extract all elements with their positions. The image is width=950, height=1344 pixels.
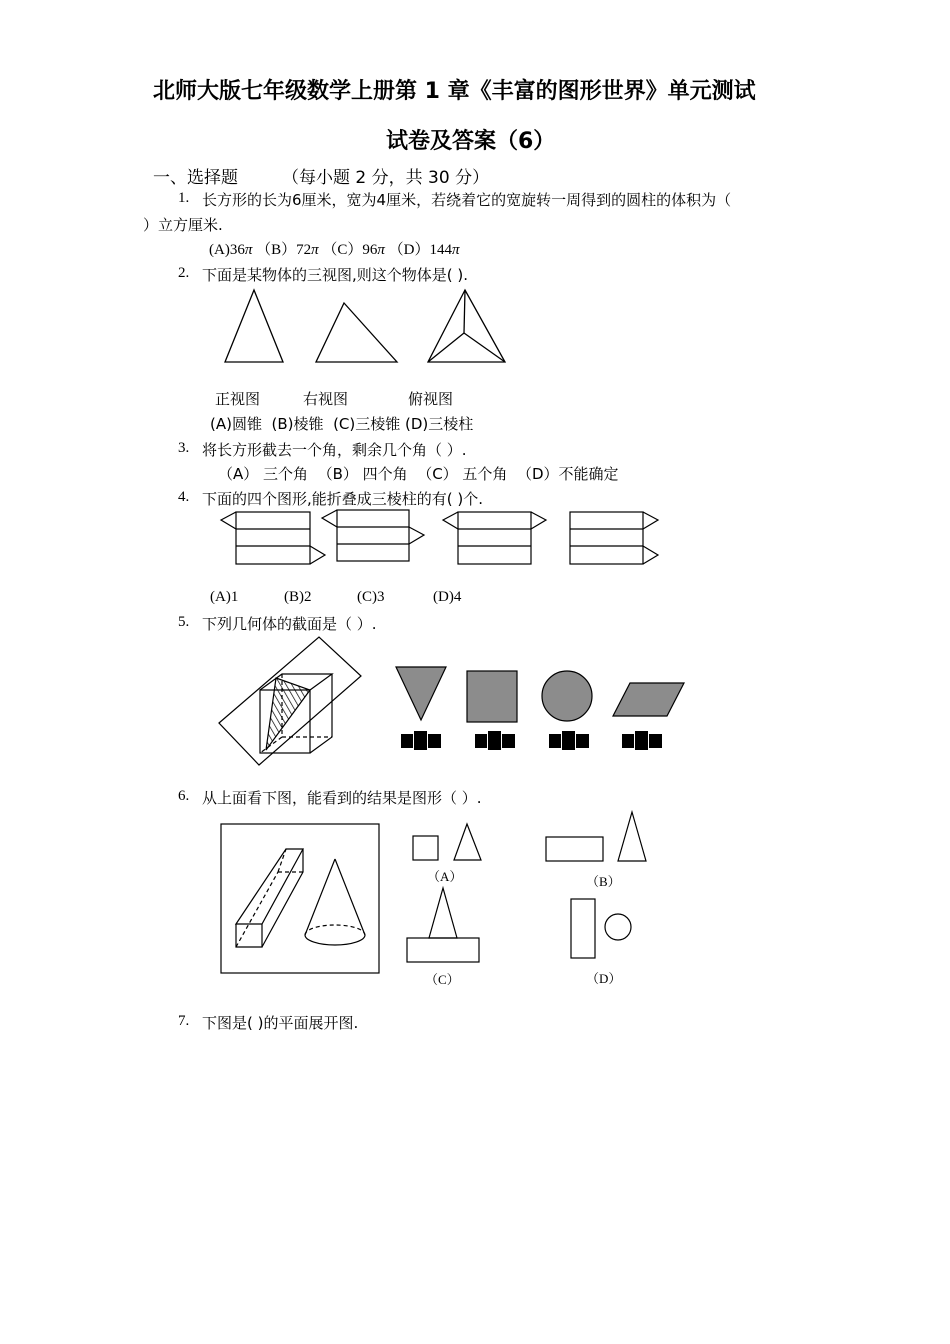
top-view-label: 俯视图 [408, 390, 454, 408]
q6-option-a-label: （A） [427, 869, 463, 884]
q3-option-a: （A） 三个角 [218, 465, 309, 483]
option-d-shapes [571, 899, 631, 958]
q2-option-d: (D)三棱柱 [405, 415, 474, 433]
pi-symbol: π [311, 242, 319, 258]
section-note: （每小题 2 分，共 30 分） [282, 168, 490, 188]
q1-text-cont: ）立方厘米. [143, 216, 223, 234]
q5-text: 下列几何体的截面是（ ）. [202, 615, 377, 633]
q7-text: 下图是( )的平面展开图. [202, 1014, 359, 1032]
q1-text: 长方形的长为6厘米，宽为4厘米，若绕着它的宽旋转一周得到的圆柱的体积为（ [202, 191, 732, 209]
q4-option-c: (C)3 [357, 589, 385, 605]
q6-text: 从上面看下图，能看到的结果是图形（ ）. [202, 789, 482, 807]
q3-number: 3. [178, 440, 190, 456]
q2-text: 下面是某物体的三视图,则这个物体是( ). [202, 266, 469, 284]
q2-option-c: (C)三棱锥 [333, 415, 401, 433]
option-a-shapes [413, 824, 481, 860]
q1-option-b: （B）72 [256, 242, 312, 258]
option-b-shapes [546, 812, 646, 861]
q4-option-b: (B)2 [284, 589, 312, 605]
prism-and-cone-scene [221, 824, 379, 973]
q2-number: 2. [178, 265, 190, 281]
page-title-line1: 北师大版七年级数学上册第 1 章《丰富的图形世界》单元测试 [153, 79, 756, 104]
q1-number: 1. [178, 190, 190, 206]
q4-text: 下面的四个图形,能折叠成三棱柱的有( )个. [202, 490, 484, 508]
pi-symbol: π [452, 242, 460, 258]
q4-option-a: (A)1 [210, 589, 239, 605]
q3-option-c: （C） 五个角 [417, 465, 508, 483]
section-heading: 一、选择题 [153, 168, 238, 188]
page-title-line2: 试卷及答案（6） [386, 129, 556, 154]
pi-symbol: π [377, 242, 385, 258]
option-c-shapes [407, 888, 479, 962]
q3-option-b: （B） 四个角 [317, 465, 408, 483]
q2-option-b: (B)棱锥 [271, 415, 324, 433]
q3-option-d: （D）不能确定 [516, 465, 619, 483]
q5-number: 5. [178, 614, 190, 630]
q6-option-c-label: （C） [425, 972, 460, 987]
side-view-label: 右视图 [303, 390, 349, 408]
q1-option-a: (A)36 [209, 242, 245, 258]
q7-number: 7. [178, 1013, 190, 1029]
front-view-label: 正视图 [215, 390, 261, 408]
q4-option-d: (D)4 [433, 589, 462, 605]
q2-option-a: (A)圆锥 [210, 415, 262, 433]
q4-number: 4. [178, 489, 190, 505]
q1-option-d: （D）144 [388, 242, 452, 258]
q6-number: 6. [178, 788, 190, 804]
q6-option-b-label: （B） [586, 874, 621, 889]
q6-option-d-label: （D） [586, 971, 622, 986]
pi-symbol: π [244, 242, 253, 258]
q3-text: 将长方形截去一个角，剩余几个角（ ）. [202, 441, 467, 459]
q1-option-c: （C）96 [322, 242, 378, 258]
